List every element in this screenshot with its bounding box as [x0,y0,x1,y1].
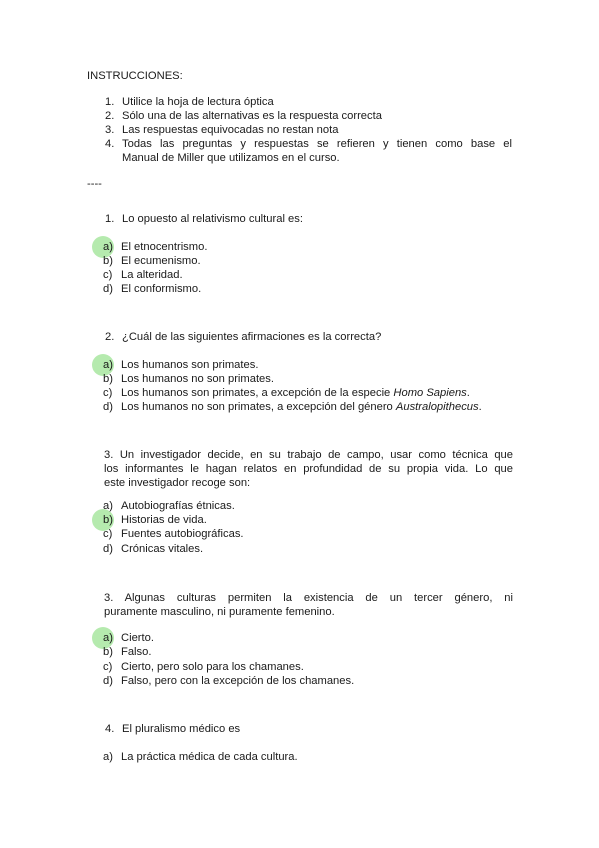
option-a[interactable]: a) Autobiografías étnicas. [103,500,235,512]
option-c[interactable]: c) La alteridad. [103,269,183,281]
option-b[interactable]: b) Los humanos no son primates. [103,373,274,385]
instructions-heading: INSTRUCCIONES: [87,70,183,82]
option-a[interactable]: a) El etnocentrismo. [103,241,208,253]
option-b[interactable]: b) Falso. [103,646,152,658]
question-3-line: 3. Un investigador decide, en su trabajo de campo, usar como técnica que [104,449,513,461]
option-a[interactable]: a) La práctica médica de cada cultura. [103,751,298,763]
option-a[interactable]: a) Los humanos son primates. [103,359,259,371]
instruction-item-line: Todas las preguntas y respuestas se refieren y tienen como base el [122,138,512,150]
question-3b-line: puramente masculino, ni puramente femenino. [104,606,335,618]
question-2: 2. ¿Cuál de las siguientes afirmaciones es la correcta? [105,331,382,343]
option-d[interactable]: d) El conformismo. [103,283,202,295]
instruction-item: 3. Las respuestas equivocadas no restan nota [105,124,339,136]
question-3-line: este investigador recoge son: [104,477,251,489]
question-3-line: los informantes le hagan relatos en profundidad de su propia vida. Lo que [104,463,513,475]
option-d[interactable]: d) Los humanos no son primates, a excepción del género Australopithecus. [103,401,482,413]
separator: ---- [87,178,102,190]
question-4: 4. El pluralismo médico es [105,723,241,735]
option-a[interactable]: a) Cierto. [103,632,154,644]
option-b[interactable]: b) El ecumenismo. [103,255,201,267]
question-3b-line: 3. Algunas culturas permiten la existencia de un tercer género, ni [104,592,513,604]
option-c[interactable]: c) Cierto, pero solo para los chamanes. [103,661,304,673]
instruction-item: 1. Utilice la hoja de lectura óptica [105,96,274,108]
instruction-item: 2. Sólo una de las alternativas es la respuesta correcta [105,110,382,122]
option-d[interactable]: d) Falso, pero con la excepción de los chamanes. [103,675,355,687]
option-d[interactable]: d) Crónicas vitales. [103,543,204,555]
instruction-item-line: Manual de Miller que utilizamos en el curso. [122,152,340,164]
question-1: 1. Lo opuesto al relativismo cultural es: [105,213,303,225]
option-c[interactable]: c) Fuentes autobiográficas. [103,528,244,540]
option-b[interactable]: b) Historias de vida. [103,514,207,526]
instruction-item-number: 4. [105,138,115,150]
option-c[interactable]: c) Los humanos son primates, a excepción de la especie Homo Sapiens. [103,387,470,399]
